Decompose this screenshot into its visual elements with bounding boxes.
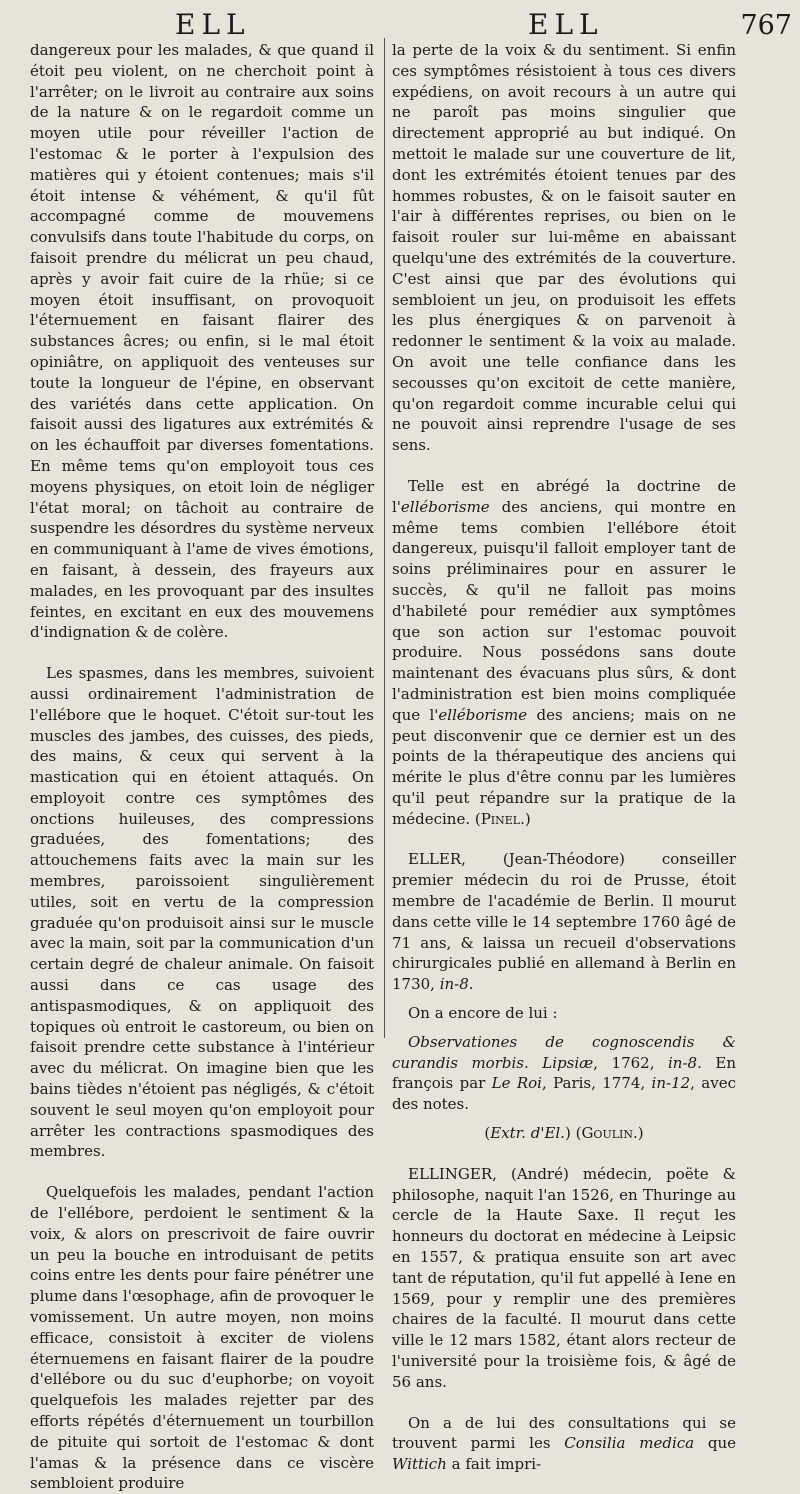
text-run: , Paris, 1774, bbox=[541, 1074, 652, 1093]
entry-ellinger bbox=[392, 1164, 736, 1393]
right-paragraph-last bbox=[392, 1413, 736, 1475]
entry-headword: ELLER bbox=[408, 850, 462, 869]
text-run: Wittich bbox=[392, 1455, 447, 1474]
author-signature: Pinel bbox=[480, 809, 521, 828]
entry-eller bbox=[392, 849, 736, 995]
text-run: elléborisme bbox=[438, 705, 528, 724]
text-run: , (André) médecin, poëte & philosophe, naquit l'an 1526, en Thuringe au cercle de la Haute Saxe. Il reçut les honneurs du doctorat en médecine à Leipsic en 1557, & pratiqua ensuite son art avec tant de réputation, qu'il fut appellé à Iene en 1569, pour y remplir une des premières chaires de la faculté. Il mourut dans cette ville le 12 mars 1582, étant alors recteur de l'université pour la troisième fois, & âgé de 56 ans. bbox=[392, 1164, 736, 1391]
text-run: in-8 bbox=[668, 1053, 698, 1072]
text-run: des anciens; mais on ne peut disconvenir que ce dernier est un des points de la thérapeutique des anciens qui mérite le plus d'être connu par les lumières qu'il peut répandre sur la pratique de la médecine. ( bbox=[392, 705, 736, 828]
column-divider bbox=[384, 38, 385, 1038]
text-run: Telle est en abrégé la doctrine de l' bbox=[392, 476, 736, 516]
text-run: que bbox=[694, 1434, 736, 1453]
right-paragraph-1: la perte de la voix & du sentiment. Si enfin ces symptômes résistoient à tous ces divers expédiens, on avoit recours à un autre qui ne paroît pas moins singulier que directement approprié au but indiqué. On mettoit le malade sur une couverture de lit, dont les extrémités étoient tenues par des hommes robustes, & on le faisoit sauter en l'air à différentes reprises, ou bien on le faisoit rouler sur lui-même en abaissant quelqu'une des extrémités de la couverture. C'est ainsi que par des évolutions qui sembloient un jeu, on produisoit les effets les plus énergiques & on parvenoit à redonner le sentiment & la voix au malade. On avoit une telle confiance dans les secousses qu'on excitoit de cette manière, qu'on regardoit comme incurable celui qui ne pouvoit ainsi reprendre l'usage de ses sens. bbox=[392, 41, 736, 455]
running-header bbox=[0, 8, 800, 44]
text-run: On a de lui des consultations qui se trouvent parmi les bbox=[392, 1413, 736, 1453]
text-run: Extr. d'El. bbox=[490, 1124, 565, 1143]
text-run: .) bbox=[520, 809, 531, 828]
text-run: ) ( bbox=[564, 1124, 582, 1143]
text-run: . En françois par bbox=[392, 1053, 736, 1093]
right-paragraph-2 bbox=[392, 476, 736, 830]
text-run: . bbox=[468, 975, 474, 994]
text-run: .) bbox=[633, 1124, 644, 1143]
page-number: 767 bbox=[740, 10, 792, 41]
encore-line: On a encore de lui : bbox=[408, 1004, 558, 1023]
left-column bbox=[30, 40, 374, 1494]
header-left: ELL bbox=[175, 8, 251, 41]
text-run: Observationes de cognoscendis & curandis morbis. Lipsiæ bbox=[392, 1032, 736, 1072]
text-run: , (Jean-Théodore) conseiller premier médecin du roi de Prusse, étoit membre de l'académie de Berlin. Il mourut dans cette ville le 14 septembre 1760 âgé de 71 ans, & laissa un recueil d'observations chirurgicales publié en allemand à Berlin en 1730, bbox=[392, 850, 736, 994]
text-run: in-8 bbox=[439, 975, 469, 994]
left-paragraph-3: Quelquefois les malades, pendant l'action de l'ellébore, perdoient le sentiment & la voix, & alors on prescrivoit de faire ouvrir un peu la bouche en introduisant de petits coins entre les dents pour faire pénétrer une plume dans l'œsophage, afin de provoquer le vomissement. Un autre moyen, non moins efficace, consistoit à exciter de violens éternuemens en faisant flairer de la poudre d'ellébore ou du suc d'euphorbe; on voyoit quelquefois les malades rejetter par des efforts répétés d'éternuement un tourbillon de pituite qui sortoit de l'estomac & dont l'amas & la présence dans ce viscère sembloient produire bbox=[30, 1183, 374, 1493]
left-paragraph-2: Les spasmes, dans les membres, suivoient aussi ordinairement l'administration de l'ellébore que le hoquet. C'étoit sur-tout les muscles des jambes, des cuisses, des pieds, des mains, & ceux qui servent à la mastication qui en étoient attaqués. On employoit contre ces symptômes des onctions huileuses, des compressions graduées, des fomentations; des attouchemens faits avec la main sur les membres, paroissoient singulièrement utiles, soit en vertu de la compression graduée qu'on produisoit ainsi sur le muscle avec la main, soit par la communication d'un certain degré de chaleur animale. On faisoit aussi dans ce cas usage des antispasmodiques, & on appliquoit des topiques où entroit le castoreum, ou bien on faisoit prendre cette substance à l'intérieur avec du mélicrat. On imagine bien que les bains tièdes n'étoient pas négligés, & c'étoit souvent le seul moyen qu'on employoit pour arrêter les contractions spasmodiques des membres. bbox=[30, 664, 374, 1161]
text-run: in-12 bbox=[651, 1074, 691, 1093]
text-run: , 1762, bbox=[593, 1053, 668, 1072]
entry-headword: ELLINGER bbox=[408, 1164, 493, 1183]
author-signature: Goulin bbox=[581, 1124, 633, 1143]
text-run: Consilia medica bbox=[564, 1434, 695, 1453]
source-credits bbox=[392, 1123, 736, 1144]
bibliography-entry bbox=[392, 1032, 736, 1115]
text-run: des anciens, qui montre en même tems combien l'ellébore étoit dangereux, puisqu'il falloit employer tant de soins préliminaires pour en assurer le succès, & qu'il ne falloit pas moins d'habileté pour remédier aux symptômes que son action sur l'estomac pouvoit produire. Nous possédons sans doute maintenant des évacuans plus sûrs, & dont l'administration est bien moins compliquée que l' bbox=[392, 497, 736, 724]
text-run: , avec des notes. bbox=[392, 1074, 736, 1114]
right-column bbox=[392, 40, 736, 1475]
text-run: a fait impri- bbox=[446, 1455, 542, 1474]
text-run: elléborisme bbox=[400, 497, 490, 516]
left-paragraph-1: dangereux pour les malades, & que quand il étoit peu violent, on ne cherchoit point à l'arrêter; on le livroit au contraire aux soins de la nature & on le regardoit comme un moyen utile pour réveiller l'action de l'estomac & le porter à l'expulsion des matières qui y étoient contenues; mais s'il étoit intense & véhément, & qu'il fût accompagné comme de mouvemens convulsifs dans toute l'habitude du corps, on faisoit prendre du mélicrat un peu chaud, après y avoir fait cuire de la rhüe; si ce moyen étoit insuffisant, on provoquoit l'éternuement en faisant flairer des substances âcres; ou enfin, si le mal étoit opiniâtre, on appliquoit des venteuses sur toute la longueur de l'épine, en observant des variétés dans cette application. On faisoit aussi des ligatures aux extrémités & on les échauffoit par diverses fomentations. En même tems qu'on employoit tous ces moyens physiques, on etoit loin de négliger l'état moral; on tâchoit au contraire de suspendre les désordres du système nerveux en communiquant à l'ame de vives émotions, en faisant, à dessein, des frayeurs aux malades, en les provoquant par des insultes feintes, en excitant en eux des mouvemens d'indignation & de colère. bbox=[30, 41, 374, 642]
text-run: ( bbox=[484, 1124, 491, 1143]
text-run: Le Roi bbox=[491, 1074, 542, 1093]
header-right: ELL bbox=[528, 8, 604, 41]
